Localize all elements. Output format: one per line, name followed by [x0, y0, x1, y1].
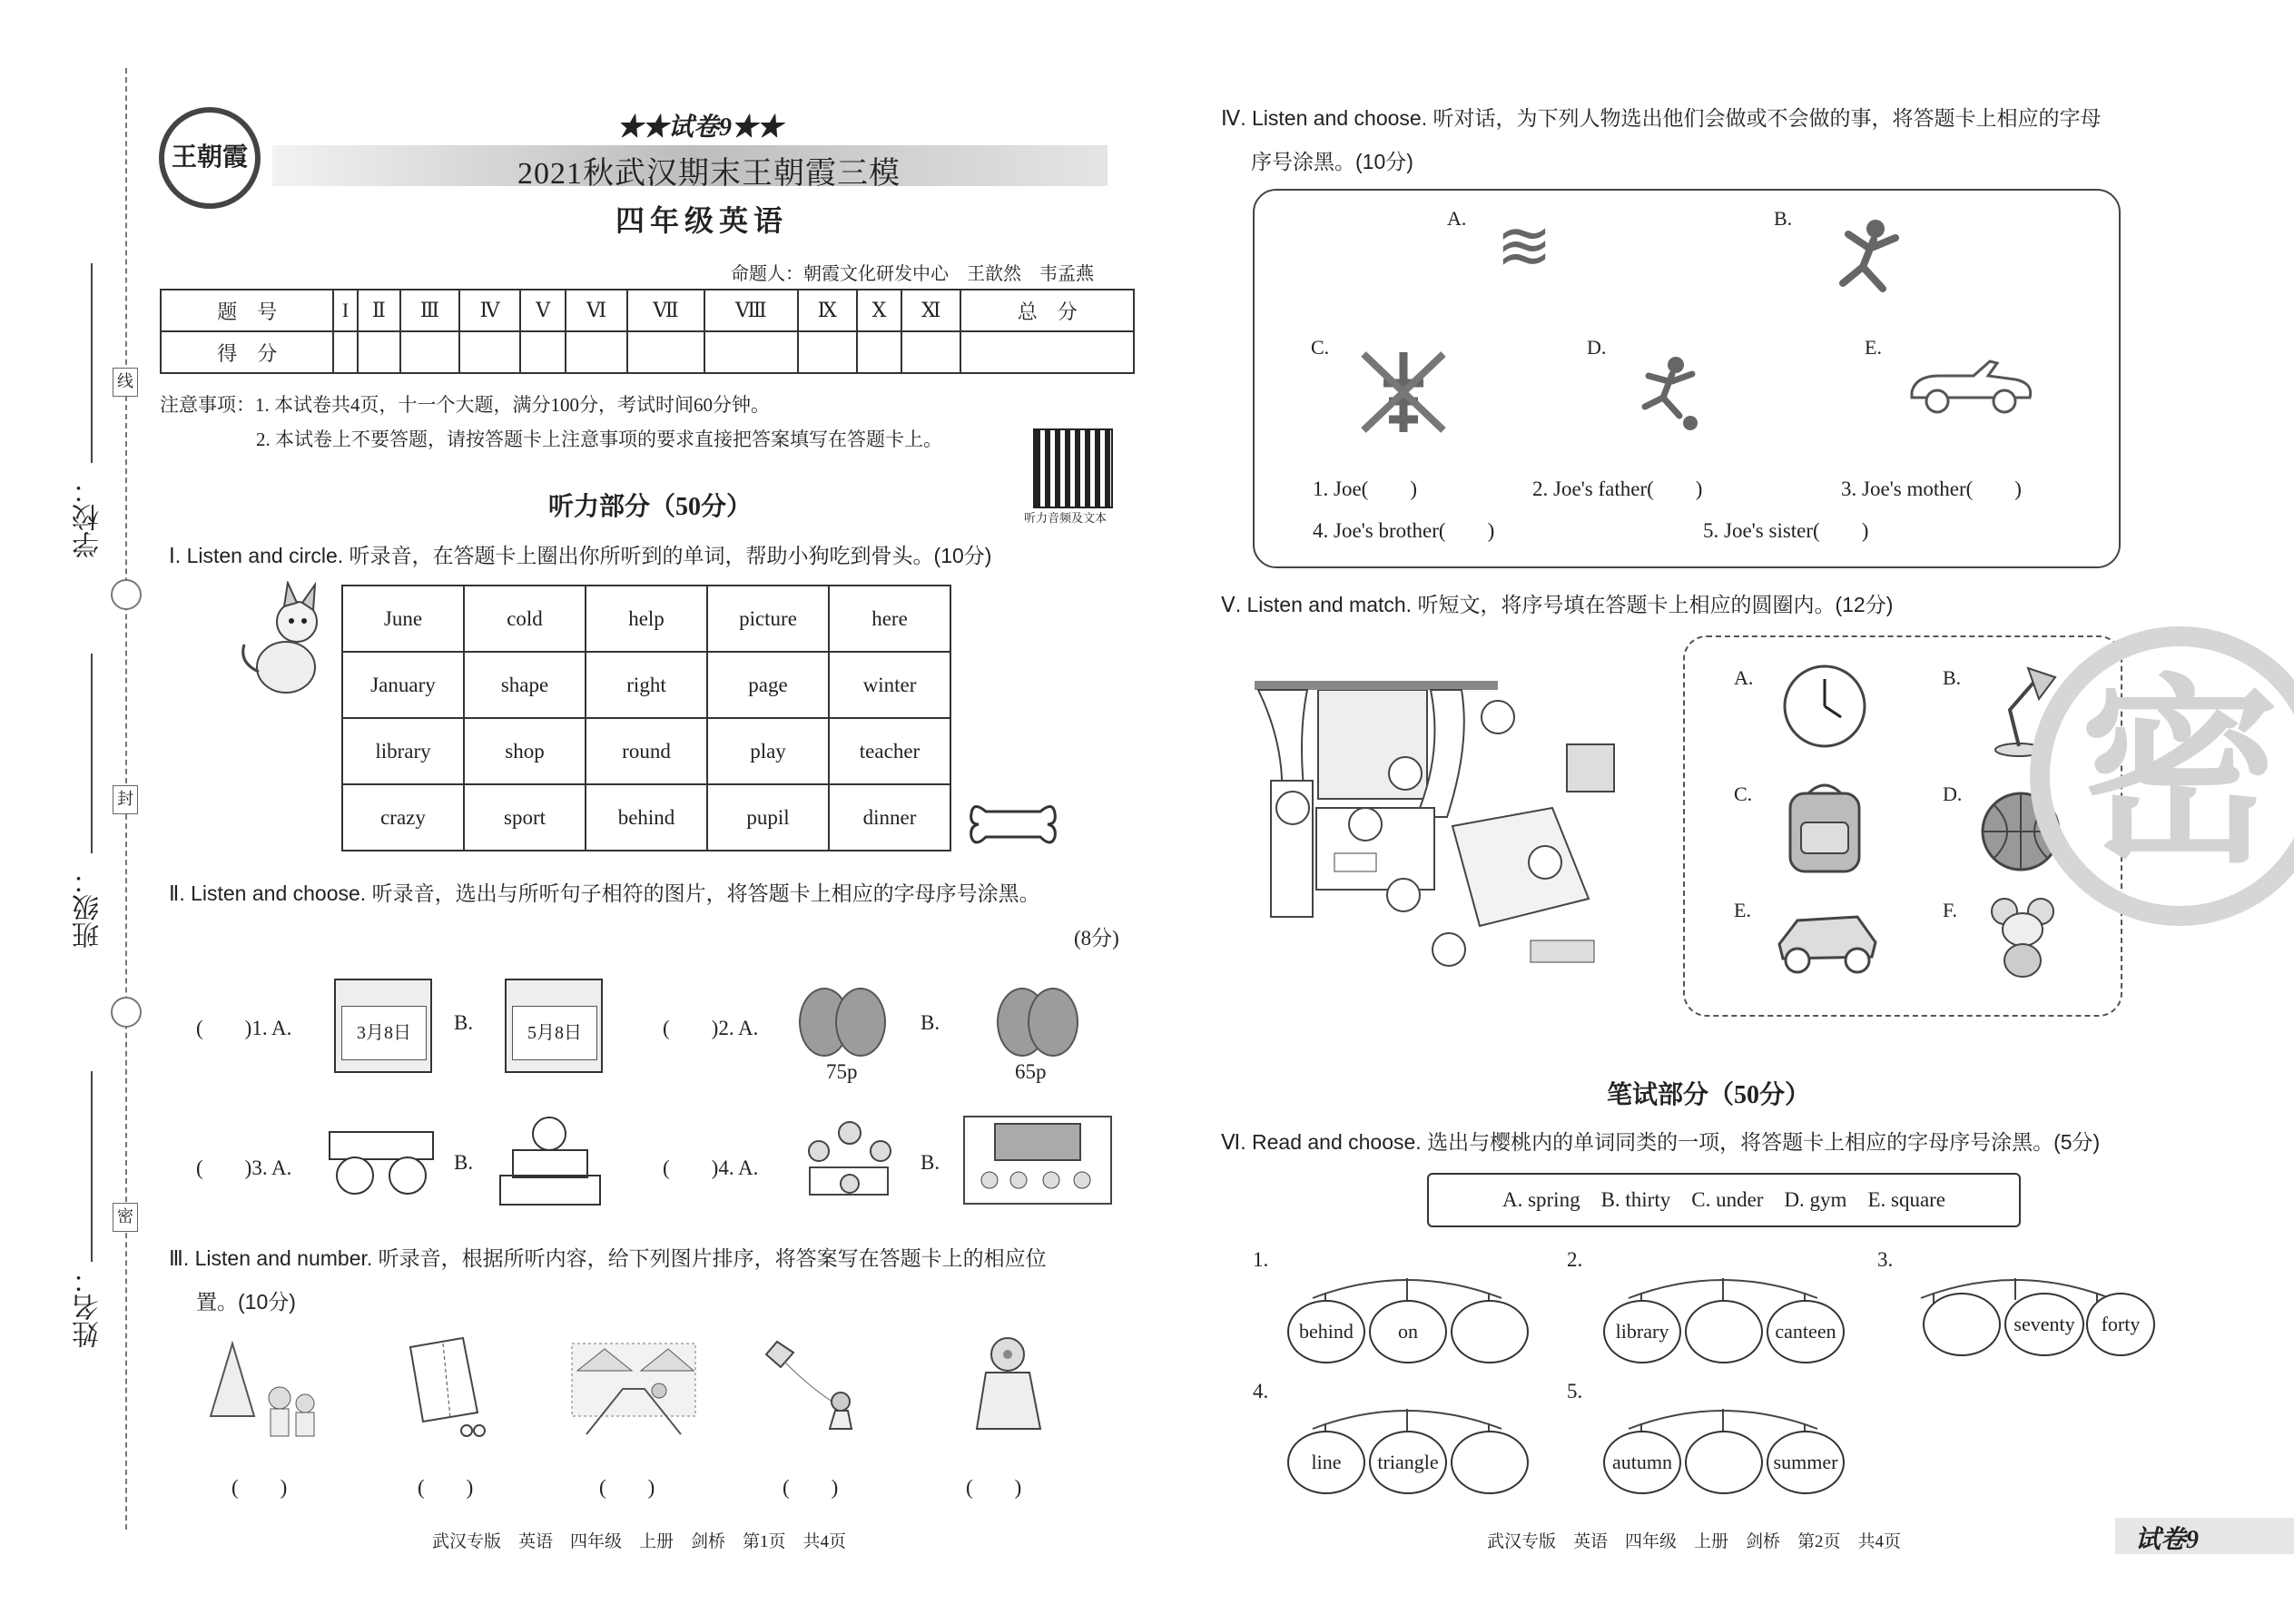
word-cell[interactable]: here: [829, 586, 950, 652]
score-cell[interactable]: [400, 331, 459, 373]
rectangle-shape-icon: [499, 1175, 601, 1206]
exam-subject: 四年级英语: [615, 204, 789, 237]
q2-points: (8分): [1074, 927, 1119, 950]
score-header-cell: 题 号: [161, 290, 333, 331]
no-climbing-icon: [1356, 347, 1451, 438]
q6-options-box: A. spring B. thirty C. under D. gym E. square: [1427, 1173, 2021, 1227]
word-cell[interactable]: crazy: [342, 784, 464, 851]
person-item[interactable]: 3. Joe's mother( ): [1841, 477, 2022, 500]
option-label: A.: [1734, 666, 1754, 689]
item-number: 4.: [1253, 1380, 1269, 1403]
exam-title: 2021秋武汉期末王朝霞三模: [517, 157, 901, 191]
item-number: 2.: [1567, 1248, 1583, 1271]
q2-item-2[interactable]: ( )2. A.: [663, 1017, 759, 1039]
seal-mark-feng: 封: [113, 785, 138, 814]
q2-item-3[interactable]: ( )3. A.: [196, 1156, 292, 1179]
score-cell[interactable]: [704, 331, 798, 373]
q3-heading-cont: 置。(10分): [196, 1290, 296, 1314]
price-label: 65p: [1015, 1060, 1047, 1083]
word-cell[interactable]: winter: [829, 652, 950, 718]
calendar-date: 5月8日: [512, 1006, 597, 1060]
table-row: [342, 652, 950, 718]
score-row-label: 得 分: [161, 331, 333, 373]
classroom-icon: [962, 1115, 1113, 1206]
table-row: [342, 784, 950, 851]
street-scene-icon: [568, 1334, 699, 1443]
word-cell[interactable]: pupil: [707, 784, 829, 851]
cherry-word: library: [1603, 1300, 1681, 1363]
word-cell[interactable]: cold: [464, 586, 586, 652]
car-driving-icon: [1906, 356, 2035, 419]
christmas-scene-icon: [205, 1334, 323, 1443]
score-cell[interactable]: [566, 331, 627, 373]
score-cell[interactable]: [960, 331, 1134, 373]
cherry-blank[interactable]: [1685, 1431, 1763, 1494]
score-header-cell: I: [333, 290, 357, 331]
clock-icon: [1781, 663, 1868, 750]
score-header-cell: 总 分: [960, 290, 1134, 331]
q1-heading: Ⅰ. Listen and circle. 听录音，在答题卡上圈出你所听到的单词，帮助小狗吃到骨头。(10分): [169, 544, 992, 567]
score-cell[interactable]: [901, 331, 960, 373]
dog-icon: [231, 581, 331, 699]
name-label: 姓名：: [74, 1266, 103, 1348]
listening-heading: 听力部分（50分）: [548, 493, 753, 521]
score-cell[interactable]: [857, 331, 901, 373]
school-blank[interactable]: [91, 263, 93, 463]
score-cell[interactable]: [358, 331, 400, 373]
option-label: D.: [1943, 782, 1963, 805]
score-cell[interactable]: [459, 331, 520, 373]
cherry-word: summer: [1767, 1431, 1845, 1494]
score-header-cell: Ⅵ: [566, 290, 627, 331]
score-cell[interactable]: [798, 331, 857, 373]
score-header-cell: Ⅱ: [358, 290, 400, 331]
cherry-blank[interactable]: [1923, 1293, 2001, 1356]
word-cell[interactable]: sport: [464, 784, 586, 851]
word-cell[interactable]: right: [586, 652, 707, 718]
word-cell[interactable]: play: [707, 718, 829, 784]
cherry-blank[interactable]: [1685, 1300, 1763, 1363]
cherry-word: canteen: [1767, 1300, 1845, 1363]
person-item[interactable]: 4. Joe's brother( ): [1313, 519, 1495, 542]
word-cell[interactable]: teacher: [829, 718, 950, 784]
circle-shape-icon: [336, 1156, 374, 1195]
score-cell[interactable]: [333, 331, 357, 373]
option-label: D.: [1587, 336, 1607, 359]
q6-heading: Ⅵ. Read and choose. 选出与樱桃内的单词同类的一项，将答题卡上相应的字母序号涂黑。(5分): [1221, 1130, 2101, 1154]
cherry-word: behind: [1287, 1300, 1365, 1363]
option-label: A.: [1447, 207, 1467, 230]
item-number: 1.: [1253, 1248, 1269, 1271]
score-header-cell: Ⅸ: [798, 290, 857, 331]
bone-icon: [968, 799, 1058, 850]
bedroom-scene-image: [1253, 672, 1634, 980]
price-label: 75p: [826, 1060, 858, 1083]
q5-heading: Ⅴ. Listen and match. 听短文，将序号填在答题卡上相应的圆圈内。(12分): [1221, 593, 1894, 616]
class-label: 班级：: [74, 867, 103, 949]
cherry-word: seventy: [2004, 1293, 2084, 1356]
order-blank[interactable]: ( ): [599, 1476, 655, 1499]
item-number: 3.: [1877, 1248, 1894, 1271]
toy-car-icon: [1770, 904, 1883, 979]
word-cell[interactable]: library: [342, 718, 464, 784]
paper-scissors-icon: [399, 1334, 499, 1443]
seal-circle: [111, 997, 142, 1028]
score-header-cell: Ⅷ: [704, 290, 798, 331]
note-line-2: 2. 本试卷上不要答题，请按答题卡上注意事项的要求直接把答案填写在答题卡上。: [256, 428, 942, 450]
score-header-cell: Ⅹ: [857, 290, 901, 331]
cherry-blank[interactable]: [1451, 1300, 1529, 1363]
page-footer-right: 武汉专版 英语 四年级 上册 剑桥 第2页 共4页: [1487, 1532, 1902, 1551]
word-cell[interactable]: behind: [586, 784, 707, 851]
word-cell[interactable]: shape: [464, 652, 586, 718]
seal-mark-mi: 密: [113, 1203, 138, 1232]
rectangle-shape-icon: [329, 1131, 434, 1160]
family-dinner-icon: [792, 1115, 906, 1206]
calendar-date: 3月8日: [341, 1006, 427, 1060]
page-footer-left: 武汉专版 英语 四年级 上册 剑桥 第1页 共4页: [432, 1532, 847, 1551]
person-item[interactable]: 2. Joe's father( ): [1532, 477, 1703, 500]
circle-shape-icon: [389, 1156, 427, 1195]
score-header-cell: Ⅳ: [459, 290, 520, 331]
q2-item-1[interactable]: ( )1. A.: [196, 1017, 292, 1039]
score-table-header-row: [161, 290, 1134, 331]
q2-heading: Ⅱ. Listen and choose. 听录音，选出与所听句子相符的图片，将答题卡上相应的字母序号涂黑。: [169, 881, 1040, 905]
option-label: C.: [1311, 336, 1330, 359]
class-blank[interactable]: [91, 654, 93, 853]
q4-heading-cont: 序号涂黑。(10分): [1251, 150, 1413, 173]
schoolbag-icon: [1781, 777, 1868, 877]
option-label: E.: [1734, 899, 1751, 921]
skating-icon: [1823, 216, 1914, 303]
egg-icon: [1028, 988, 1078, 1057]
calendar-icon: [505, 979, 603, 1073]
cherry-word: forty: [2086, 1293, 2155, 1356]
swimming-icon: ≋: [1496, 207, 1553, 285]
calendar-icon: [334, 979, 432, 1073]
person-item[interactable]: 1. Joe( ): [1313, 477, 1417, 500]
paper-tag: ★★试卷9★★: [617, 113, 783, 142]
publisher-logo: 王朝霞: [159, 107, 261, 209]
word-cell[interactable]: January: [342, 652, 464, 718]
order-blank[interactable]: ( ): [231, 1476, 288, 1499]
table-row: [342, 718, 950, 784]
word-cell[interactable]: help: [586, 586, 707, 652]
girl-kite-icon: [757, 1334, 866, 1443]
score-table-score-row: [161, 331, 1134, 373]
q3-heading: Ⅲ. Listen and number. 听录音，根据所听内容，给下列图片排序，将答案写在答题卡上的相应位: [169, 1246, 1047, 1270]
person-item[interactable]: 5. Joe's sister( ): [1703, 519, 1869, 542]
option-label: B.: [1774, 207, 1793, 230]
order-blank[interactable]: ( ): [418, 1476, 474, 1499]
score-header-cell: Ⅺ: [901, 290, 960, 331]
soccer-player-icon: [1630, 354, 1707, 434]
cherry-word: line: [1287, 1431, 1365, 1494]
item-number: 5.: [1567, 1380, 1583, 1403]
order-blank[interactable]: ( ): [783, 1476, 839, 1499]
score-cell[interactable]: [627, 331, 704, 373]
word-cell[interactable]: dinner: [829, 784, 950, 851]
clown-icon: [959, 1329, 1058, 1447]
writing-heading: 笔试部分（50分）: [1607, 1081, 1811, 1109]
word-cell[interactable]: page: [707, 652, 829, 718]
q2-item-4[interactable]: ( )4. A.: [663, 1156, 759, 1179]
note-line-1: 注意事项：1. 本试卷共4页，十一个大题，满分100分，考试时间60分钟。: [160, 394, 770, 416]
score-header-cell: Ⅶ: [627, 290, 704, 331]
option-b-label: B.: [921, 1011, 940, 1034]
cherry-word: on: [1369, 1300, 1447, 1363]
option-b-label: B.: [921, 1151, 940, 1174]
score-header-cell: Ⅴ: [520, 290, 566, 331]
score-cell[interactable]: [520, 331, 566, 373]
option-label: F.: [1943, 899, 1957, 921]
order-blank[interactable]: ( ): [966, 1476, 1022, 1499]
score-header-cell: Ⅲ: [400, 290, 459, 331]
qr-code[interactable]: [1033, 428, 1113, 508]
option-label: B.: [1943, 666, 1962, 689]
option-b-label: B.: [454, 1011, 474, 1034]
cherry-blank[interactable]: [1451, 1431, 1529, 1494]
watermark-seal-icon: 密: [2030, 626, 2294, 926]
cherry-word: autumn: [1603, 1431, 1681, 1494]
seal-circle: [111, 579, 142, 610]
word-cell[interactable]: round: [586, 718, 707, 784]
circle-shape-icon: [532, 1117, 566, 1151]
table-row: [342, 586, 950, 652]
word-cell[interactable]: picture: [707, 586, 829, 652]
seal-mark-xian: 线: [113, 368, 138, 397]
school-label: 学校：: [74, 477, 103, 558]
qr-caption: 听力音频及文本: [1024, 511, 1108, 525]
option-label: C.: [1734, 782, 1753, 805]
option-label: E.: [1865, 336, 1882, 359]
paper-badge: 试卷9: [2135, 1526, 2200, 1554]
word-table: [341, 585, 951, 851]
author-line: 命题人：朝霞文化研发中心 王歆然 韦孟燕: [731, 264, 1094, 284]
score-table: [160, 289, 1135, 374]
mouse-toy-icon: [1984, 893, 2061, 980]
option-b-label: B.: [454, 1151, 474, 1174]
word-cell[interactable]: shop: [464, 718, 586, 784]
q4-heading: Ⅳ. Listen and choose. 听对话，为下列人物选出他们会做或不会做的事，将答题卡上相应的字母: [1221, 106, 2102, 130]
egg-icon: [835, 988, 886, 1057]
word-cell[interactable]: June: [342, 586, 464, 652]
cherry-word: triangle: [1369, 1431, 1447, 1494]
name-blank[interactable]: [91, 1071, 93, 1262]
